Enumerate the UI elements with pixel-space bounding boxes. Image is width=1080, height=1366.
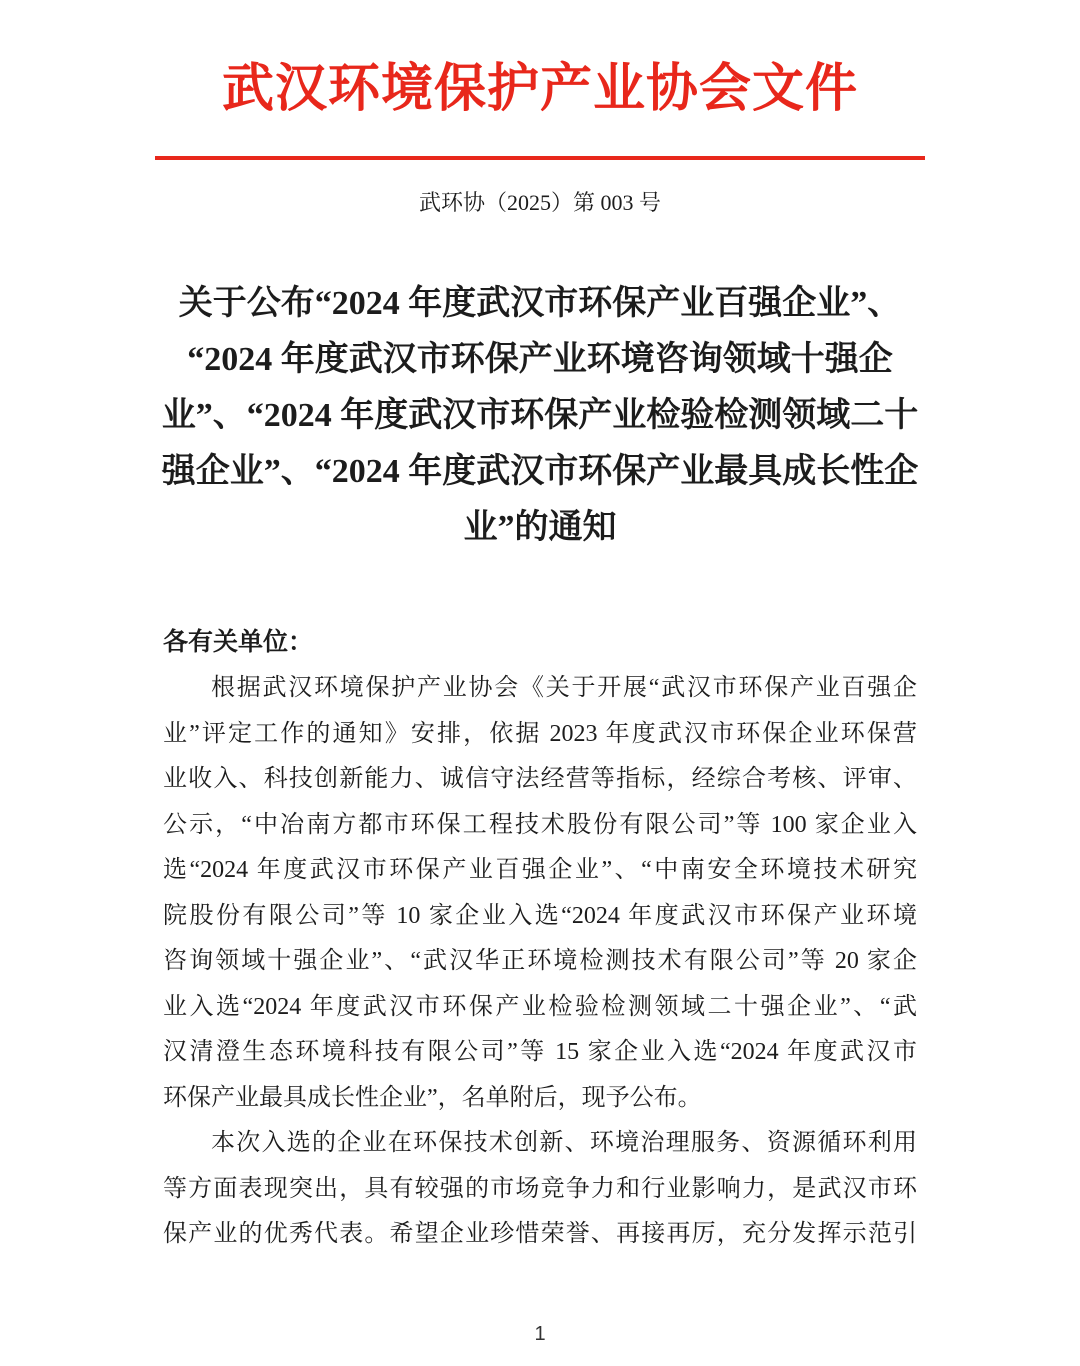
body-line: 业收入、科技创新能力、诚信守法经营等指标，经综合考核、评审、: [163, 766, 917, 792]
document-body: [163, 620, 917, 1258]
body-line: 选“2024 年度武汉市环保产业百强企业”、“中南安全环境技术研究: [163, 857, 917, 883]
body-line: 业入选“2024 年度武汉市环保产业检验检测领域二十强企业”、“武: [163, 993, 917, 1020]
salutation: 各有关单位：: [163, 629, 314, 656]
body-line: 咨询领域十强企业”、“武汉华正环境检测技术有限公司”等 20 家企: [163, 948, 917, 974]
body-line: 院股份有限公司”等 10 家企业入选“2024 年度武汉市环保产业环境: [163, 902, 917, 929]
notice-title-line: 业”、“2024 年度武汉市环保产业检验检测领域二十: [161, 397, 919, 434]
header-divider-line: [155, 156, 925, 160]
document-number: 武环协（2025）第 003 号: [418, 190, 661, 215]
body-line: 环保产业最具成长性企业”，名单附后，现予公布。: [163, 1084, 702, 1111]
body-line: 业”评定工作的通知》安排，依据 2023 年度武汉市环保企业环保营: [163, 720, 917, 747]
body-line: 根据武汉环境保护产业协会《关于开展“武汉市环保产业百强企: [211, 675, 917, 701]
body-line: 本次入选的企业在环保技术创新、环境治理服务、资源循环利用: [211, 1130, 917, 1156]
notice-title-line: 关于公布“2024 年度武汉市环保产业百强企业”、: [178, 285, 902, 322]
body-line: 等方面表现突出，具有较强的市场竞争力和行业影响力，是武汉市环: [163, 1175, 917, 1202]
page-number: 1: [534, 1323, 546, 1345]
document-header-title: 武汉环境保护产业协会文件: [221, 61, 858, 118]
body-line: 保产业的优秀代表。希望企业珍惜荣誉、再接再厉，充分发挥示范引: [163, 1221, 917, 1247]
notice-title-line: 业”的通知: [463, 509, 617, 546]
body-line: 公示，“中冶南方都市环保工程技术股份有限公司”等 100 家企业入: [163, 811, 917, 838]
notice-title-line: 强企业”、“2024 年度武汉市环保产业最具成长性企: [161, 453, 919, 490]
notice-title-line: “2024 年度武汉市环保产业环境咨询领域十强企: [187, 341, 893, 378]
body-line: 汉清澄生态环境科技有限公司”等 15 家企业入选“2024 年度武汉市: [163, 1039, 917, 1065]
notice-title: [0, 276, 1080, 556]
